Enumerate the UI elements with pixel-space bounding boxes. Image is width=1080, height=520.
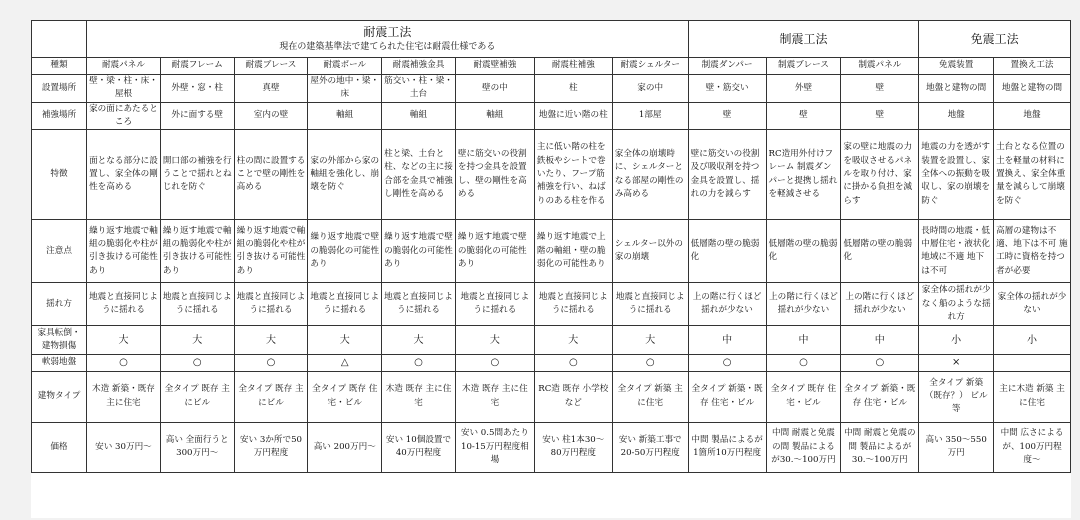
cell-soft-11: × (919, 355, 994, 372)
cell-price-3: 高い 200万円〜 (308, 422, 382, 472)
cell-soft-8: ○ (688, 355, 766, 372)
cell-reinforce-6: 地盤に近い階の柱 (534, 102, 612, 130)
cell-building-1: 全タイプ 既存 主にビル (160, 371, 234, 422)
cell-price-5: 安い 0.5間あたり10-15万円程度相場 (455, 422, 534, 472)
cell-price-8: 中間 製品によるが1箇所10万円程度 (688, 422, 766, 472)
cell-type-10: 制震パネル (841, 58, 919, 75)
cell-furniture-11: 小 (919, 326, 994, 355)
cell-reinforce-4: 軸組 (382, 102, 456, 130)
row-label-price: 価格 (32, 422, 87, 472)
cell-caution-6: 繰り返す地震で上階の軸組・壁の脆弱化の可能性あり (534, 220, 612, 283)
row-caution (32, 220, 1071, 283)
cell-soft-6: ○ (534, 355, 612, 372)
cell-feature-7: 家全体の崩壊時に、シェルターとなる部屋の剛性のみ高める (612, 130, 688, 220)
cell-price-6: 安い 柱1本30〜80万円程度 (534, 422, 612, 472)
row-label-building: 建物タイプ (32, 371, 87, 422)
cell-reinforce-3: 軸組 (308, 102, 382, 130)
cell-caution-12: 高層の建物は不適、地下は不可 施工時に資格を持つ者が必要 (994, 220, 1071, 283)
cell-furniture-0: 大 (87, 326, 161, 355)
cell-reinforce-7: 1部屋 (612, 102, 688, 130)
cell-building-0: 木造 新築・既存 主に住宅 (87, 371, 161, 422)
row-label-furniture: 家具転倒・建物損傷 (32, 326, 87, 355)
cell-feature-10: 家の壁に地震の力を吸収させるパネルを取り付け、家に掛かる負担を減らす (841, 130, 919, 220)
row-label-location: 設置場所 (32, 75, 87, 103)
cell-price-9: 中間 耐震と免震の間 製品によるが30.〜100万円 (766, 422, 841, 472)
cell-building-9: 全タイプ 既存 住宅・ビル (766, 371, 841, 422)
cell-location-9: 外壁 (766, 75, 841, 103)
cell-feature-6: 主に低い階の柱を鉄板やシートで巻いたり、フープ筋補強を行い、ねばりのある柱を作る (534, 130, 612, 220)
cell-building-11: 全タイプ 新築（既存？） ビル等 (919, 371, 994, 422)
cell-shake-10: 上の階に行くほど揺れが少ない (841, 283, 919, 326)
cell-shake-12: 家全体の揺れが少ない (994, 283, 1071, 326)
cell-caution-8: 低層階の壁の脆弱化 (688, 220, 766, 283)
row-feature (32, 130, 1071, 220)
cell-type-5: 耐震壁補強 (455, 58, 534, 75)
cell-shake-11: 家全体の揺れが少なく船のような揺れ方 (919, 283, 994, 326)
cell-feature-9: RC造用外付けフレーム 制震ダンパーと提携し揺れを軽減させる (766, 130, 841, 220)
cell-furniture-10: 中 (841, 326, 919, 355)
cell-feature-3: 家の外部から家の軸組を強化し、崩壊を防ぐ (308, 130, 382, 220)
cell-location-11: 地盤と建物の間 (919, 75, 994, 103)
group-header-menshin: 免震工法 (919, 21, 1071, 58)
cell-caution-11: 長時間の地震・低中層住宅・液状化地域に不適 地下は不可 (919, 220, 994, 283)
cell-soft-7: ○ (612, 355, 688, 372)
cell-type-3: 耐震ボール (308, 58, 382, 75)
cell-soft-2: ○ (234, 355, 308, 372)
cell-location-1: 外壁・窓・柱 (160, 75, 234, 103)
cell-shake-1: 地震と直接同じように揺れる (160, 283, 234, 326)
group-header-seishin: 制震工法 (688, 21, 919, 58)
cell-type-9: 制震ブレース (766, 58, 841, 75)
cell-reinforce-5: 軸組 (455, 102, 534, 130)
row-building (32, 371, 1071, 422)
cell-caution-0: 繰り返す地震で軸組の脆弱化や柱が引き抜ける可能性あり (87, 220, 161, 283)
seismic-method-table (31, 20, 1071, 473)
row-label-shake: 揺れ方 (32, 283, 87, 326)
cell-location-0: 壁・梁・柱・床・屋根 (87, 75, 161, 103)
cell-caution-3: 繰り返す地震で壁の脆弱化の可能性あり (308, 220, 382, 283)
cell-type-7: 耐震シェルター (612, 58, 688, 75)
cell-building-5: 木造 既存 主に住宅 (455, 371, 534, 422)
cell-shake-4: 地震と直接同じように揺れる (382, 283, 456, 326)
cell-type-2: 耐震ブレース (234, 58, 308, 75)
cell-furniture-6: 大 (534, 326, 612, 355)
cell-reinforce-0: 家の面にあたるところ (87, 102, 161, 130)
cell-caution-7: シェルター以外の家の崩壊 (612, 220, 688, 283)
cell-building-3: 全タイプ 既存 住宅・ビル (308, 371, 382, 422)
cell-building-8: 全タイプ 新築・既存 住宅・ビル (688, 371, 766, 422)
cell-soft-5: ○ (455, 355, 534, 372)
cell-furniture-3: 大 (308, 326, 382, 355)
cell-shake-0: 地震と直接同じように揺れる (87, 283, 161, 326)
cell-feature-2: 柱の間に設置することで壁の剛性を高める (234, 130, 308, 220)
row-label-feature: 特徴 (32, 130, 87, 220)
cell-caution-9: 低層階の壁の脆弱化 (766, 220, 841, 283)
row-furniture (32, 326, 1071, 355)
cell-soft-1: ○ (160, 355, 234, 372)
cell-furniture-4: 大 (382, 326, 456, 355)
cell-location-5: 壁の中 (455, 75, 534, 103)
row-type (32, 58, 1071, 75)
cell-location-12: 地盤と建物の間 (994, 75, 1071, 103)
cell-reinforce-10: 壁 (841, 102, 919, 130)
cell-building-10: 全タイプ 新築・既存 住宅・ビル (841, 371, 919, 422)
cell-caution-2: 繰り返す地震で軸組の脆弱化や柱が引き抜ける可能性あり (234, 220, 308, 283)
cell-location-4: 筋交い・柱・梁・土台 (382, 75, 456, 103)
cell-feature-4: 柱と梁、土台と柱、などの主に接合部を金具で補強し剛性を高める (382, 130, 456, 220)
cell-building-7: 全タイプ 新築 主に住宅 (612, 371, 688, 422)
cell-location-6: 柱 (534, 75, 612, 103)
group-title-taishin: 耐震工法 (363, 24, 412, 39)
cell-furniture-1: 大 (160, 326, 234, 355)
cell-type-12: 置換え工法 (994, 58, 1071, 75)
cell-price-0: 安い 30万円〜 (87, 422, 161, 472)
cell-type-6: 耐震柱補強 (534, 58, 612, 75)
cell-building-4: 木造 既存 主に住宅 (382, 371, 456, 422)
cell-furniture-7: 大 (612, 326, 688, 355)
cell-feature-5: 壁に筋交いの役割を持つ金具を設置し、壁の剛性を高める (455, 130, 534, 220)
cell-location-3: 屋外の地中・梁・床 (308, 75, 382, 103)
cell-building-6: RC造 既存 小学校など (534, 371, 612, 422)
cell-shake-2: 地震と直接同じように揺れる (234, 283, 308, 326)
comparison-sheet (31, 20, 1071, 518)
cell-price-7: 安い 新築工事で20-50万円程度 (612, 422, 688, 472)
row-label-caution: 注意点 (32, 220, 87, 283)
cell-price-10: 中間 耐震と免震の間 製品によるが30.〜100万円 (841, 422, 919, 472)
cell-price-11: 高い 350〜550万円 (919, 422, 994, 472)
cell-reinforce-8: 壁 (688, 102, 766, 130)
cell-feature-1: 開口部の補強を行うことで揺れとねじれを防ぐ (160, 130, 234, 220)
cell-furniture-8: 中 (688, 326, 766, 355)
cell-building-2: 全タイプ 既存 主にビル (234, 371, 308, 422)
cell-soft-4: ○ (382, 355, 456, 372)
cell-furniture-12: 小 (994, 326, 1071, 355)
row-reinforce (32, 102, 1071, 130)
cell-reinforce-1: 外に面する壁 (160, 102, 234, 130)
group-header-taishin (87, 21, 689, 58)
cell-shake-8: 上の階に行くほど揺れが少ない (688, 283, 766, 326)
cell-type-0: 耐震パネル (87, 58, 161, 75)
cell-price-1: 高い 全面行うと300万円〜 (160, 422, 234, 472)
cell-soft-9: ○ (766, 355, 841, 372)
row-price (32, 422, 1071, 472)
cell-caution-1: 繰り返す地震で軸組の脆弱化や柱が引き抜ける可能性あり (160, 220, 234, 283)
corner-cell (32, 21, 87, 58)
cell-reinforce-12: 地盤 (994, 102, 1071, 130)
cell-shake-6: 地震と直接同じように揺れる (534, 283, 612, 326)
cell-soft-12 (994, 355, 1071, 372)
cell-feature-0: 面となる部分に設置し、家全体の剛性を高める (87, 130, 161, 220)
row-label-soft: 軟弱地盤 (32, 355, 87, 372)
cell-shake-7: 地震と直接同じように揺れる (612, 283, 688, 326)
cell-reinforce-11: 地盤 (919, 102, 994, 130)
cell-location-2: 真壁 (234, 75, 308, 103)
cell-location-10: 壁 (841, 75, 919, 103)
row-label-type: 種類 (32, 58, 87, 75)
cell-reinforce-2: 室内の壁 (234, 102, 308, 130)
cell-feature-8: 壁に筋交いの役割及び吸収剤を持つ金具を設置し、揺れの力を減らす (688, 130, 766, 220)
cell-building-12: 主に木造 新築 主に住宅 (994, 371, 1071, 422)
cell-type-4: 耐震補強金具 (382, 58, 456, 75)
row-shake (32, 283, 1071, 326)
cell-feature-12: 土台となる位置の土を軽量の材料に置換え、家全体重量を減らして崩壊を防ぐ (994, 130, 1071, 220)
cell-furniture-5: 大 (455, 326, 534, 355)
cell-caution-4: 繰り返す地震で壁の脆弱化の可能性あり (382, 220, 456, 283)
cell-furniture-2: 大 (234, 326, 308, 355)
cell-type-8: 制震ダンパー (688, 58, 766, 75)
row-location (32, 75, 1071, 103)
cell-reinforce-9: 壁 (766, 102, 841, 130)
cell-soft-0: ○ (87, 355, 161, 372)
cell-caution-5: 繰り返す地震で壁の脆弱化の可能性あり (455, 220, 534, 283)
cell-feature-11: 地震の力を透がす装置を設置し、家全体への振動を吸収し、家の崩壊を防ぐ (919, 130, 994, 220)
row-label-reinforce: 補強場所 (32, 102, 87, 130)
cell-soft-3: △ (308, 355, 382, 372)
cell-location-7: 家の中 (612, 75, 688, 103)
cell-price-4: 安い 10個設置で40万円程度 (382, 422, 456, 472)
row-soft (32, 355, 1071, 372)
cell-shake-5: 地震と直接同じように揺れる (455, 283, 534, 326)
group-subtitle-taishin: 現在の建築基準法で建てられた住宅は耐震仕様である (279, 42, 496, 53)
cell-shake-3: 地震と直接同じように揺れる (308, 283, 382, 326)
cell-location-8: 壁・筋交い (688, 75, 766, 103)
cell-furniture-9: 中 (766, 326, 841, 355)
cell-shake-9: 上の階に行くほど揺れが少ない (766, 283, 841, 326)
cell-caution-10: 低層階の壁の脆弱化 (841, 220, 919, 283)
cell-price-2: 安い 3か所で50万円程度 (234, 422, 308, 472)
cell-soft-10: ○ (841, 355, 919, 372)
cell-price-12: 中間 広さによるが、100万円程度〜 (994, 422, 1071, 472)
cell-type-1: 耐震フレーム (160, 58, 234, 75)
cell-type-11: 免震装置 (919, 58, 994, 75)
